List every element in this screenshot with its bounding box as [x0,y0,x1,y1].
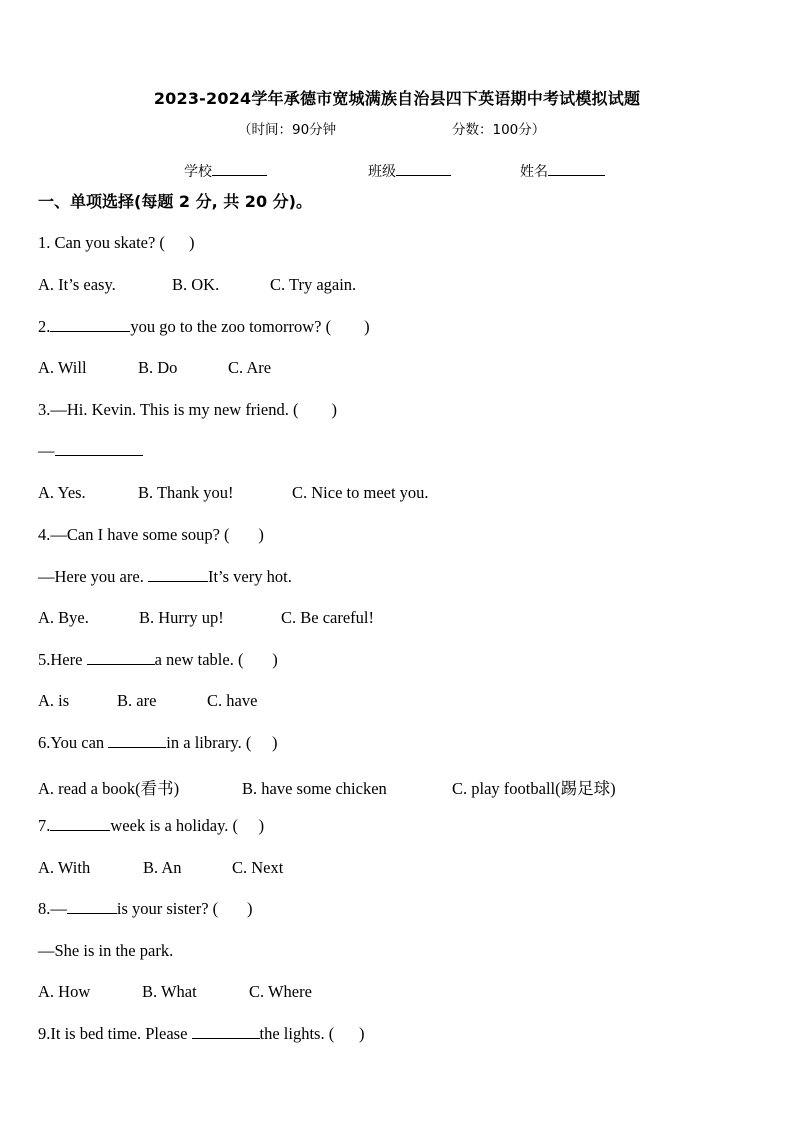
question-1 [38,233,194,253]
option-b[interactable]: B. An [143,858,182,877]
answer-blank[interactable] [67,899,117,914]
answer-blank[interactable] [148,567,208,582]
option-a[interactable]: A. read a book(看书) [38,779,180,798]
question-paren: ) [188,233,195,252]
option-c[interactable]: C. Next [232,858,284,877]
question-4: 4.—Can I have some soup? ( ) [38,525,264,544]
name-input-line[interactable] [548,160,605,176]
option-c[interactable]: C. have [207,691,258,710]
option-a[interactable]: A. Bye. [38,608,89,627]
question-text: the lights. ( ) [259,1024,365,1043]
question-7 [38,816,264,836]
question-9 [38,1024,364,1044]
question-text: you go to the zoo tomorrow? ( ) [130,317,370,336]
question-text: 6.You can [38,733,109,752]
options-4 [38,608,374,628]
option-a[interactable]: A. With [38,858,91,877]
option-a[interactable]: A. Will [38,358,87,377]
class-label: 班级 [368,164,396,180]
name-field [520,160,605,181]
answer-blank[interactable] [55,441,143,456]
question-2 [38,317,370,337]
question-text: is your sister? ( ) [116,899,253,918]
option-c[interactable]: C. Nice to meet you. [292,483,429,502]
question-text: 9.It is bed time. Please [38,1024,192,1043]
question-number: 8.— [38,899,67,918]
options-6 [38,775,616,799]
option-a[interactable]: A. How [38,982,91,1001]
option-b[interactable]: B. Hurry up! [139,608,224,627]
options-1 [38,275,356,295]
question-6 [38,733,277,753]
school-field [184,160,267,181]
section-heading: 一、单项选择(每题 2 分, 共 20 分)。 [38,192,312,211]
answer-blank[interactable] [108,733,166,748]
dialogue-reply-8: —She is in the park. [38,941,174,960]
option-b[interactable]: B. OK. [172,275,220,294]
question-text: a new table. ( ) [154,650,278,669]
options-2 [38,358,271,378]
answer-blank[interactable] [192,1024,260,1039]
options-7 [38,858,283,878]
question-text: 5.Here [38,650,87,669]
question-number: 2. [38,317,51,336]
dialogue-reply-4 [38,567,292,587]
question-text: in a library. ( ) [166,733,278,752]
page-title: 2023-2024学年承德市宽城满族自治县四下英语期中考试模拟试题 [153,89,641,108]
answer-blank[interactable] [50,816,110,831]
question-text: —Here you are. [38,567,148,586]
option-c[interactable]: C. Where [249,982,312,1001]
question-text: week is a holiday. ( ) [110,816,265,835]
question-number: 7. [38,816,51,835]
option-b[interactable]: B. are [117,691,157,710]
options-3 [38,483,429,503]
exam-score: 分数：100分） [452,122,546,138]
option-b[interactable]: B. Thank you! [138,483,234,502]
question-5 [38,650,278,670]
option-b[interactable]: B. What [142,982,197,1001]
exam-time: （时间：90分钟 [238,122,337,138]
option-c[interactable]: C. Try again. [270,275,357,294]
class-field [368,160,451,181]
dialogue-dash: — [38,441,55,460]
option-c[interactable]: C. Be careful! [281,608,374,627]
answer-blank[interactable] [50,317,130,332]
option-b[interactable]: B. Do [138,358,178,377]
question-text: It’s very hot. [207,567,292,586]
school-label: 学校 [184,164,212,180]
option-a[interactable]: A. Yes. [38,483,86,502]
question-3: 3.—Hi. Kevin. This is my new friend. ( ) [38,400,337,419]
option-a[interactable]: A. is [38,691,70,710]
options-8 [38,982,312,1002]
answer-blank[interactable] [87,650,155,665]
dialogue-reply-3 [38,441,143,461]
class-input-line[interactable] [396,160,451,176]
option-c[interactable]: C. Are [228,358,272,377]
school-input-line[interactable] [212,160,267,176]
option-c[interactable]: C. play football(踢足球) [452,779,616,798]
option-a[interactable]: A. It’s easy. [38,275,116,294]
options-5 [38,691,257,711]
question-text: 1. Can you skate? ( [38,233,165,252]
option-b[interactable]: B. have some chicken [242,779,387,798]
name-label: 姓名 [520,164,548,180]
question-8 [38,899,253,919]
